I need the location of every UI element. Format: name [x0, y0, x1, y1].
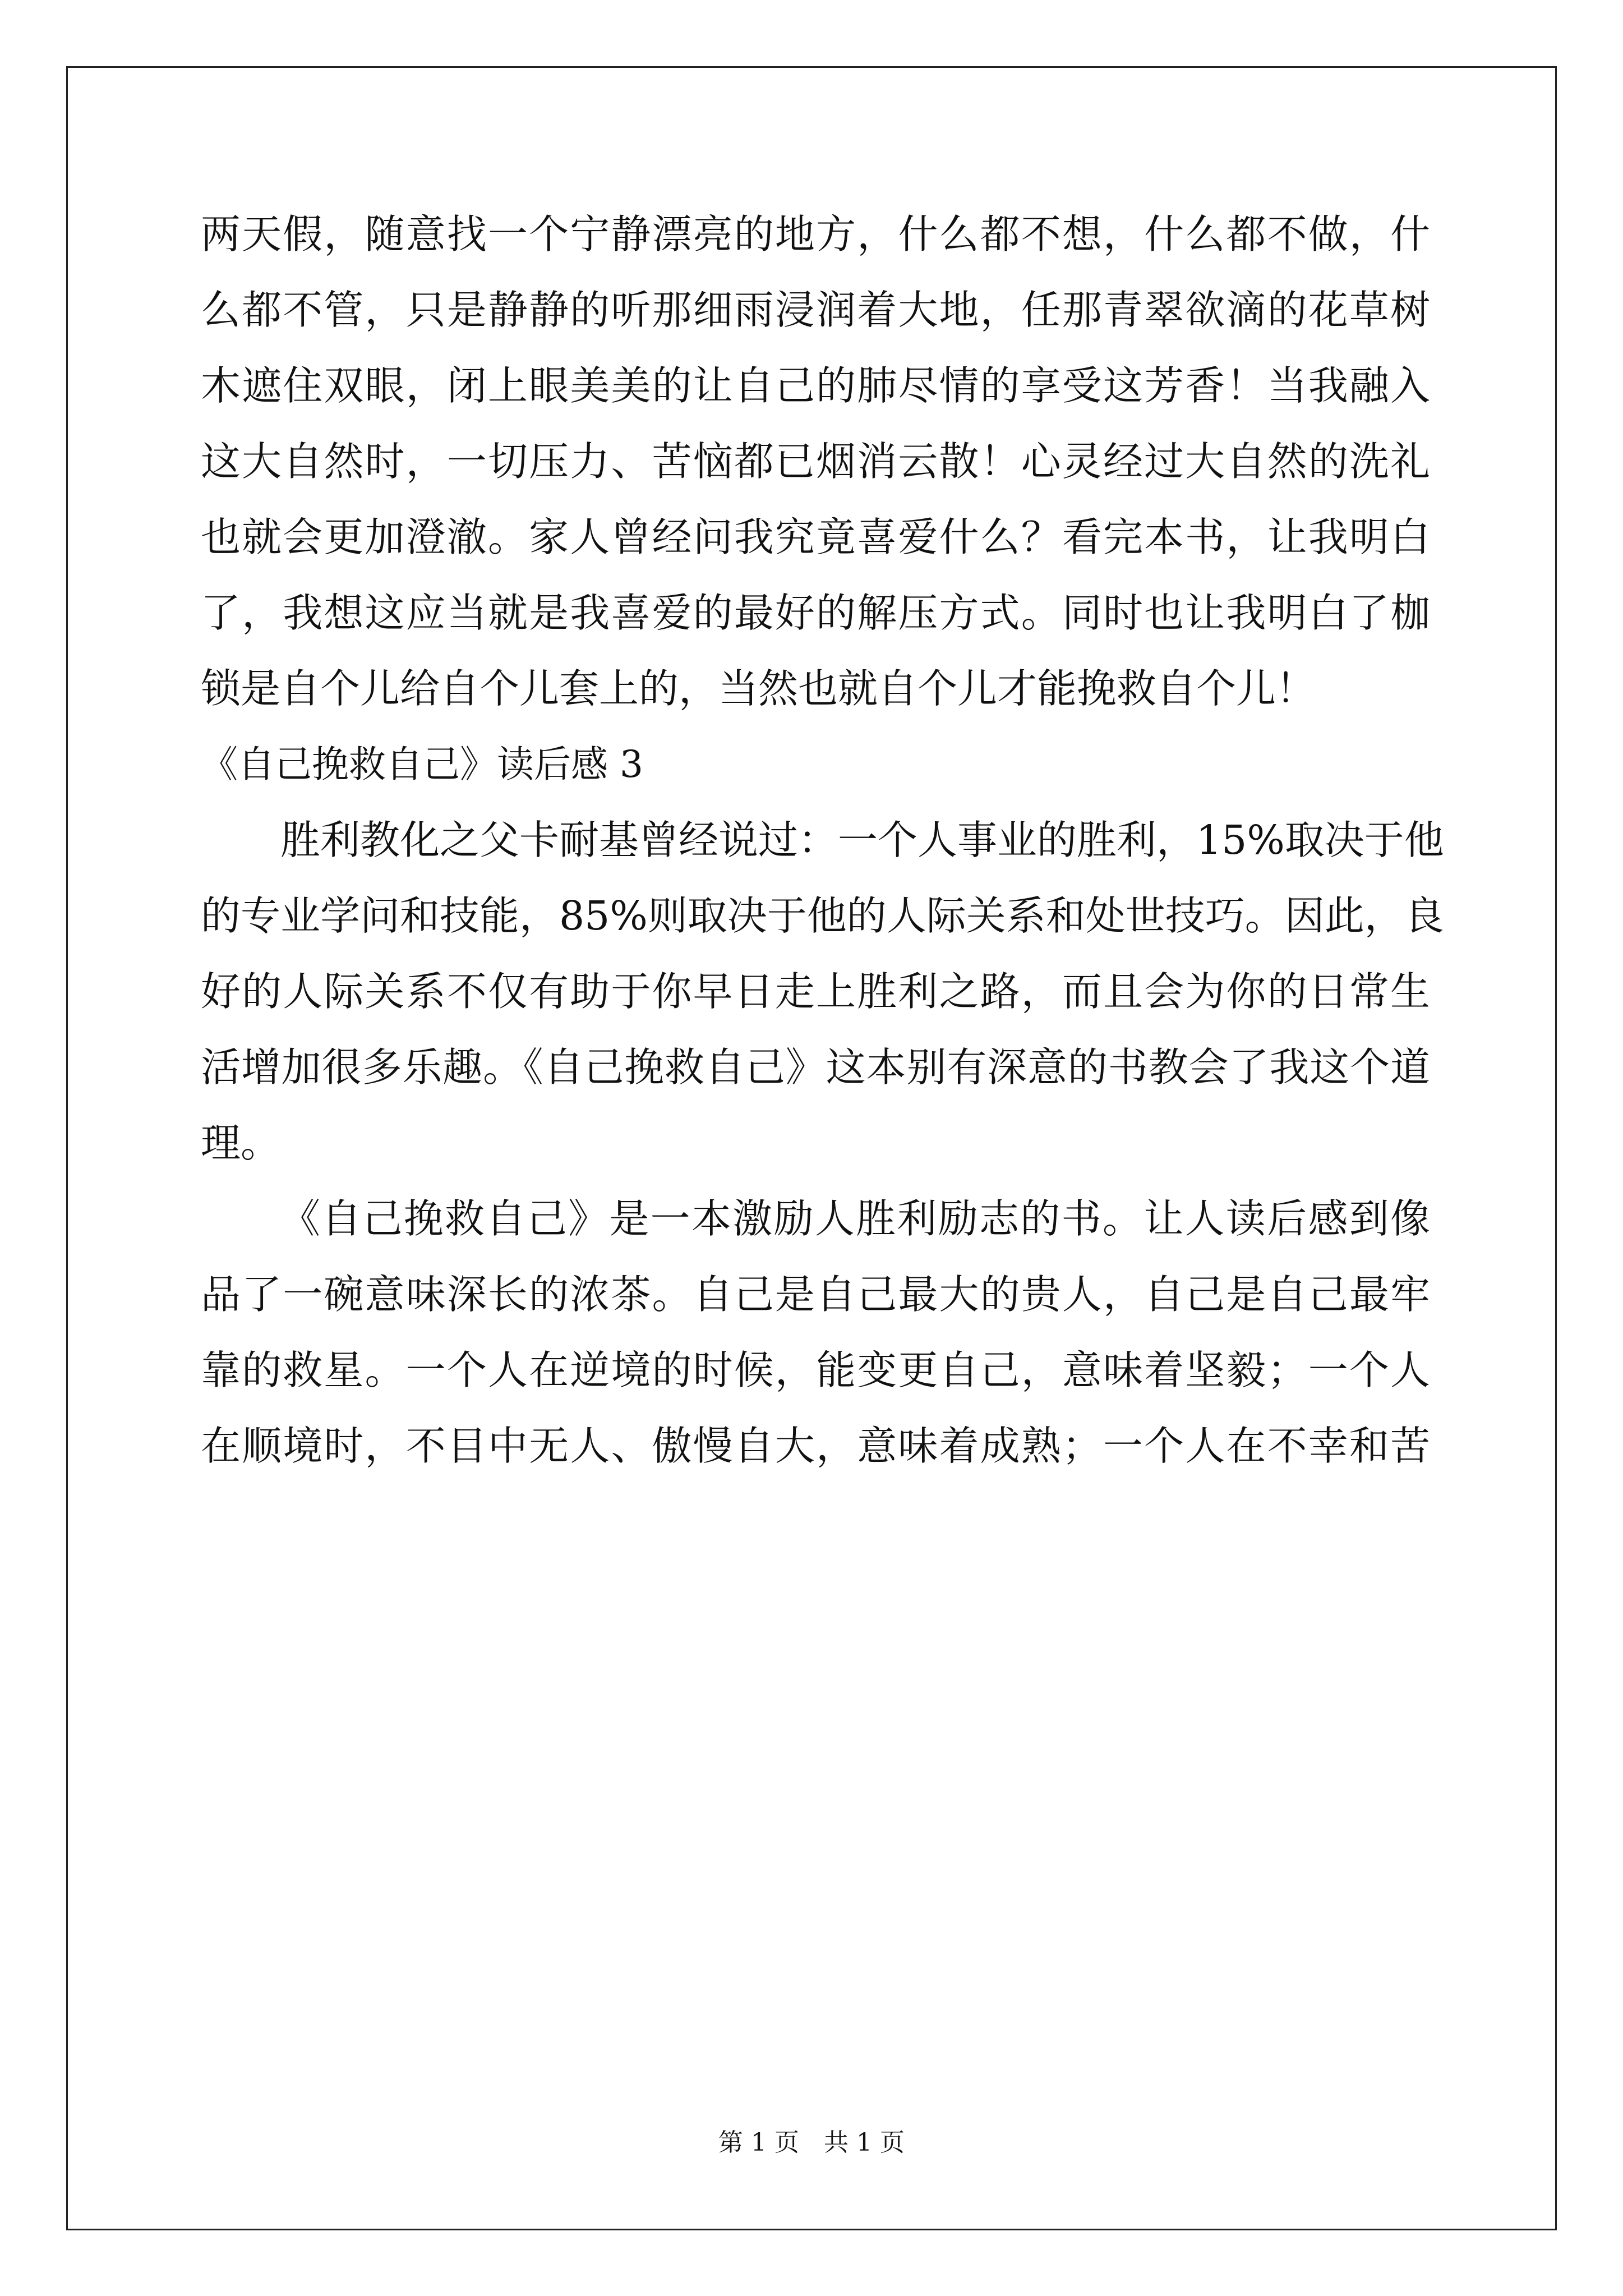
paragraph-line: 么都不管，只是静静的听那细雨浸润着大地，任那青翠欲滴的花草树 — [201, 287, 1430, 333]
page-footer: 第 1 页 共 1 页 — [718, 2128, 905, 2157]
paragraph-line: 靠的救星。一个人在逆境的时候，能变更自己，意味着坚毅；一个人 — [201, 1347, 1430, 1393]
document-body — [201, 196, 1444, 1484]
paragraph-line: 的专业学问和技能，85%则取决于他的人际关系和处世技巧。因此，良 — [201, 892, 1444, 939]
paragraph-line: 木遮住双眼，闭上眼美美的让自己的肺尽情的享受这芳香！当我融入 — [201, 362, 1430, 409]
paragraph-line: 胜利教化之父卡耐基曾经说过：一个人事业的胜利，15%取决于他 — [280, 817, 1444, 863]
paragraph-line: 了，我想这应当就是我喜爱的最好的解压方式。同时也让我明白了枷 — [201, 590, 1430, 636]
paragraph-line: 也就会更加澄澈。家人曾经问我究竟喜爱什么？看完本书，让我明白 — [201, 514, 1430, 560]
paragraph-line: 活增加很多乐趣。《自己挽救自己》这本别有深意的书教会了我这个道 — [201, 1044, 1430, 1091]
paragraph-line: 这大自然时，一切压力、苦恼都已烟消云散！心灵经过大自然的洗礼 — [201, 438, 1430, 485]
paragraph-line: 锁是自个儿给自个儿套上的，当然也就自个儿才能挽救自个儿！ — [201, 665, 1316, 712]
paragraph-line: 《自己挽救自己》是一本激励人胜利励志的书。让人读后感到像 — [280, 1195, 1430, 1242]
section-heading: 《自己挽救自己》读后感 3 — [201, 743, 643, 786]
paragraph-line: 理。 — [201, 1120, 281, 1166]
paragraph-line: 好的人际关系不仅有助于你早日走上胜利之路，而且会为你的日常生 — [201, 968, 1430, 1015]
paragraph-line: 品了一碗意味深长的浓茶。自己是自己最大的贵人，自己是自己最牢 — [201, 1271, 1430, 1318]
paragraph-line: 两天假，随意找一个宁静漂亮的地方，什么都不想，什么都不做，什 — [201, 211, 1430, 257]
paragraph-line: 在顺境时，不目中无人、傲慢自大，意味着成熟；一个人在不幸和苦 — [201, 1423, 1430, 1469]
